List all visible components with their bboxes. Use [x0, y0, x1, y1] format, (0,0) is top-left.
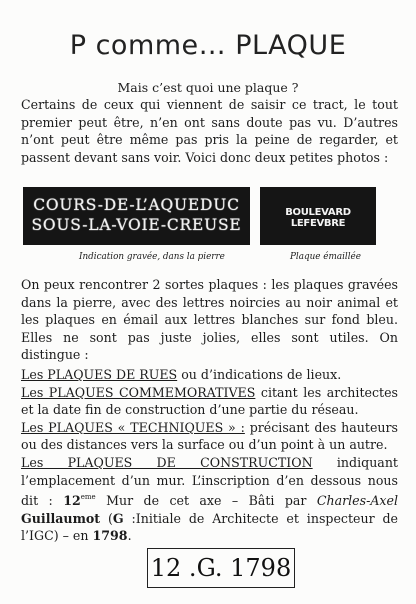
ordinal-suffix: eme [80, 493, 96, 502]
inscription-stamp: 12 .G. 1798 [147, 548, 295, 588]
plaque-types-list [21, 366, 398, 545]
period: . [127, 528, 132, 544]
intro-paragraph: Certains de ceux qui viennent de saisir ce tract, le tout premier peut être, n’en ont sans doute pas vu. D’autres n’ont peut être même pas pris la peine de regarder, et passent devant sans voir. Voici donc deux petites photos : [21, 97, 398, 165]
types-paragraph: On peux rencontrer 2 sortes plaques : les plaques gravées dans la pierre, avec des lettres noircies au noir animal et les plaques en émail aux lettres blanches sur fond bleu. Elles ne sont pas juste jolies, elles sont utiles. On distingue : [21, 277, 398, 363]
inscription-explanation [21, 493, 398, 543]
architect-last-name: Guillaumot [21, 510, 101, 526]
open-paren: ( [107, 510, 113, 526]
architect-initial: G [112, 510, 124, 526]
list-item [21, 454, 398, 545]
architect-first-name: Charles-Axel [316, 493, 398, 509]
plaque-line: COURS-DE-L’AQUEDUC [33, 196, 240, 214]
inscription-text: Mur de cet axe – Bâti par [95, 493, 317, 509]
list-item-text: ou d’indications de lieux. [177, 367, 342, 382]
plaque-line: BOULEVARD LEFEVBRE [285, 207, 351, 229]
list-item-label: Les PLAQUES DE RUES [21, 367, 178, 382]
list-item-label: Les PLAQUES « TECHNIQUES » : [21, 419, 245, 435]
list-item-text: indiquant l’emplacement d’un mur. L’inscription d’en dessous nous dit : [21, 454, 398, 509]
list-item-label: Les PLAQUES COMMEMORATIVES [21, 384, 256, 400]
list-item-label: Les PLAQUES DE CONSTRUCTION [21, 454, 313, 470]
photo-caption: Indication gravée, dans la pierre [79, 252, 225, 262]
subtitle: Mais c’est quoi une plaque ? [117, 80, 299, 95]
plaque-line: SOUS-LA-VOIE-CREUSE [31, 216, 242, 234]
list-item [21, 366, 398, 384]
list-item [21, 419, 398, 454]
list-item [21, 384, 398, 419]
construction-year: 1798 [92, 528, 128, 544]
page-title: P comme… PLAQUE [69, 30, 347, 61]
enamel-plaque-photo [260, 187, 376, 245]
engraved-plaque-photo [23, 187, 250, 245]
photo-caption: Plaque émaillée [290, 252, 361, 262]
wall-number: 12 [63, 493, 81, 509]
list-item-text: citant les architectes et la date fin de construction d’une partie du réseau. [21, 384, 398, 418]
list-item-text: précisant des hauteurs ou des distances vers la surface ou d’un point à un autre. [21, 419, 398, 453]
inscription-text: :Initiale de Architecte et inspecteur de l’IGC) – en [21, 510, 398, 544]
